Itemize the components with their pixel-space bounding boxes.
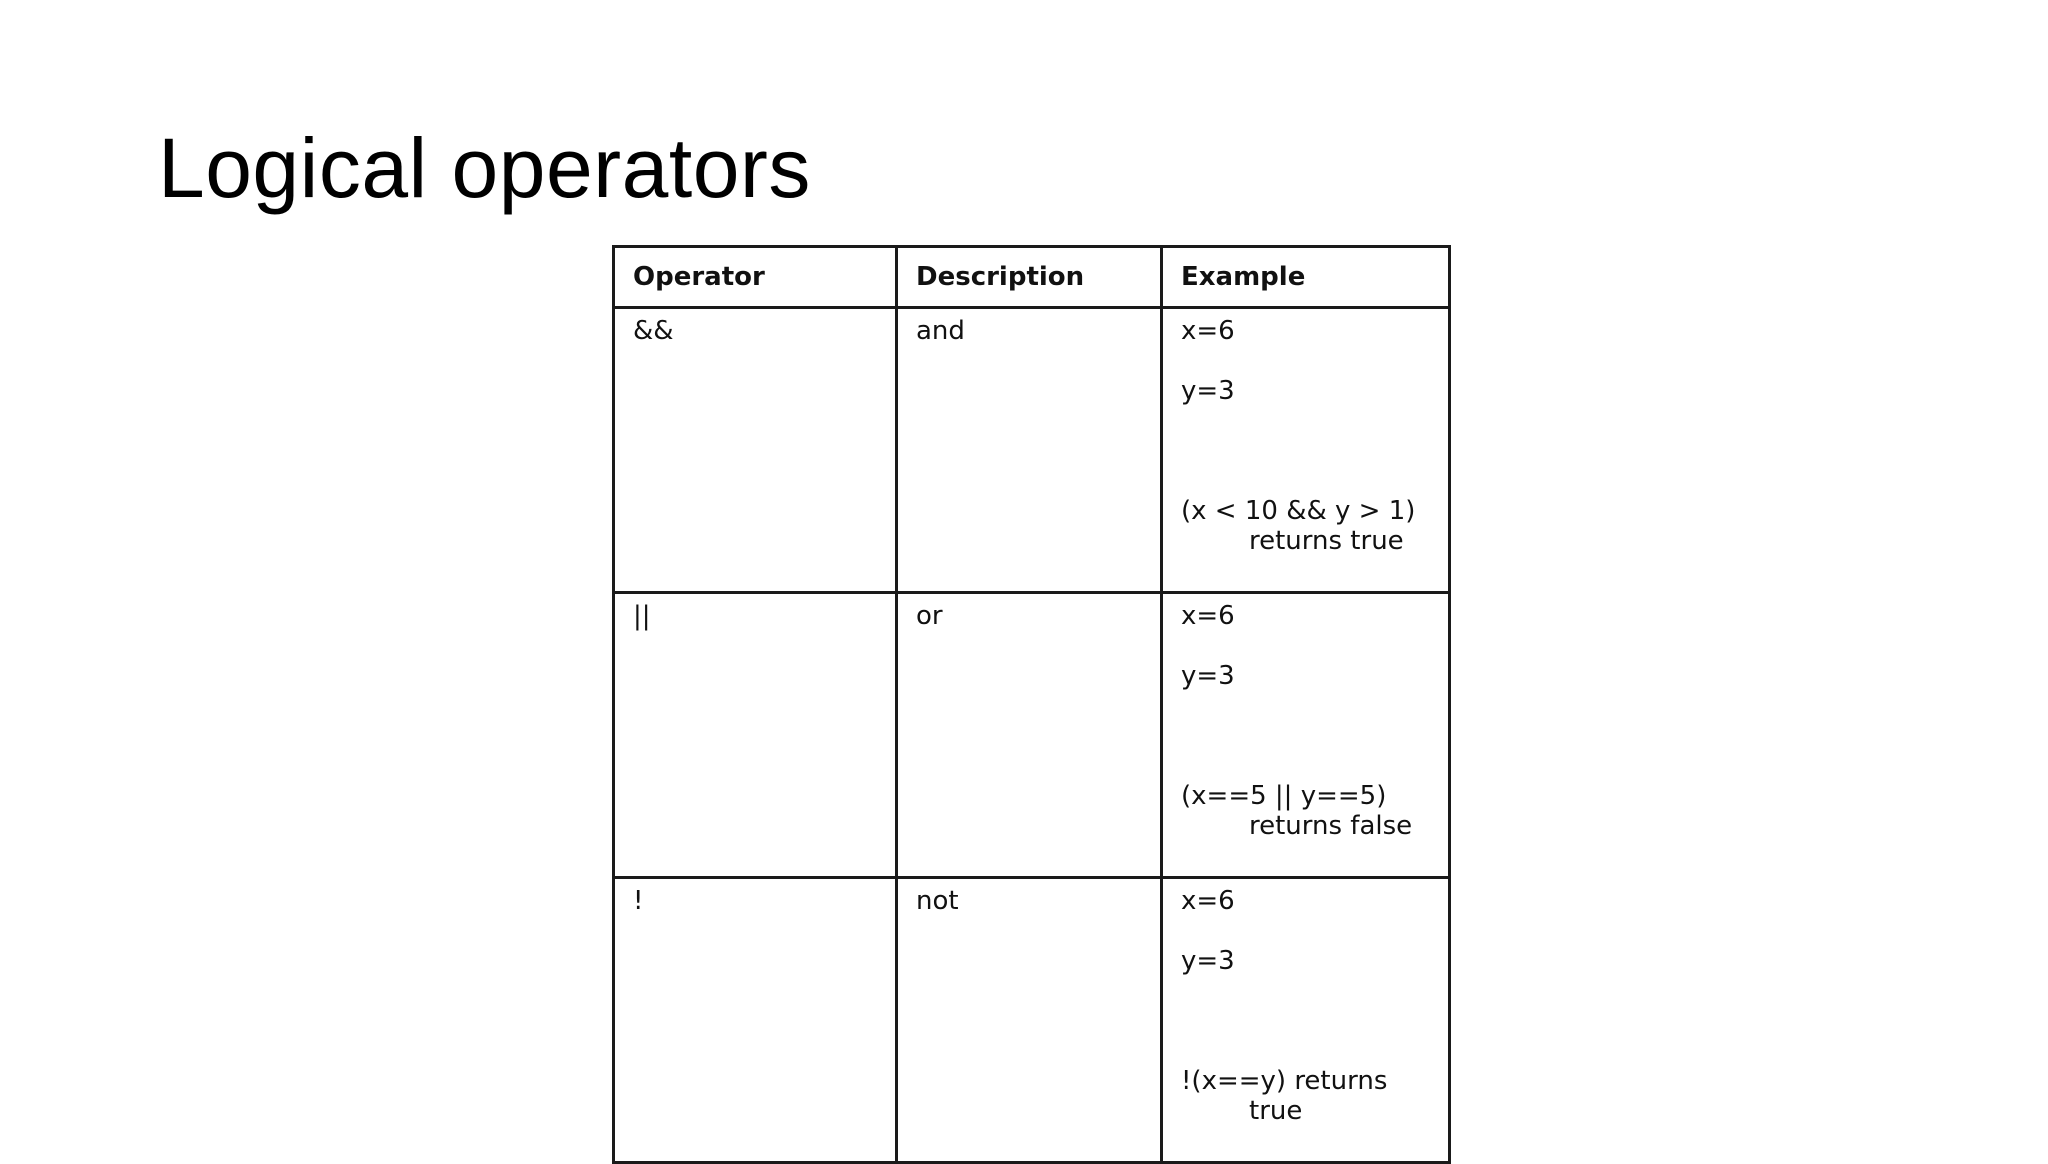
example-result: returns false [1249, 811, 1413, 841]
table-row [614, 593, 1450, 878]
logical-operators-table [612, 245, 1451, 1164]
table-row [614, 308, 1450, 593]
operator-cell [614, 878, 897, 1163]
example-line-1: x=6 [1181, 316, 1235, 346]
example-line-2: y=3 [1181, 376, 1235, 406]
example-line-1: x=6 [1181, 601, 1235, 631]
header-example: Example [1162, 247, 1450, 308]
example-result: returns true [1249, 526, 1404, 556]
example-line-2: y=3 [1181, 661, 1235, 691]
description-cell [897, 878, 1162, 1163]
slide-title: Logical operators [158, 121, 811, 215]
example-line-2: y=3 [1181, 946, 1235, 976]
example-expression: !(x==y) returns [1181, 1066, 1388, 1096]
table-body [614, 308, 1450, 1163]
header-row [614, 247, 1450, 308]
operator-cell [614, 593, 897, 878]
header-description: Description [897, 247, 1162, 308]
operator-description: not [916, 886, 959, 916]
table-header [614, 247, 1450, 308]
operator-cell [614, 308, 897, 593]
example-expression: (x==5 || y==5) [1181, 781, 1387, 811]
operators-table-container [612, 245, 1448, 1143]
example-expression: (x < 10 && y > 1) [1181, 496, 1416, 526]
header-operator: Operator [614, 247, 897, 308]
description-cell [897, 308, 1162, 593]
table-row [614, 878, 1450, 1163]
example-result: true [1249, 1096, 1303, 1126]
operator-description: or [916, 601, 943, 631]
operator-symbol: || [633, 601, 651, 631]
example-line-1: x=6 [1181, 886, 1235, 916]
description-cell [897, 593, 1162, 878]
operator-symbol: ! [633, 886, 644, 916]
example-cell [1162, 593, 1450, 878]
example-cell [1162, 308, 1450, 593]
operator-symbol: && [633, 316, 674, 346]
operator-description: and [916, 316, 965, 346]
example-cell [1162, 878, 1450, 1163]
